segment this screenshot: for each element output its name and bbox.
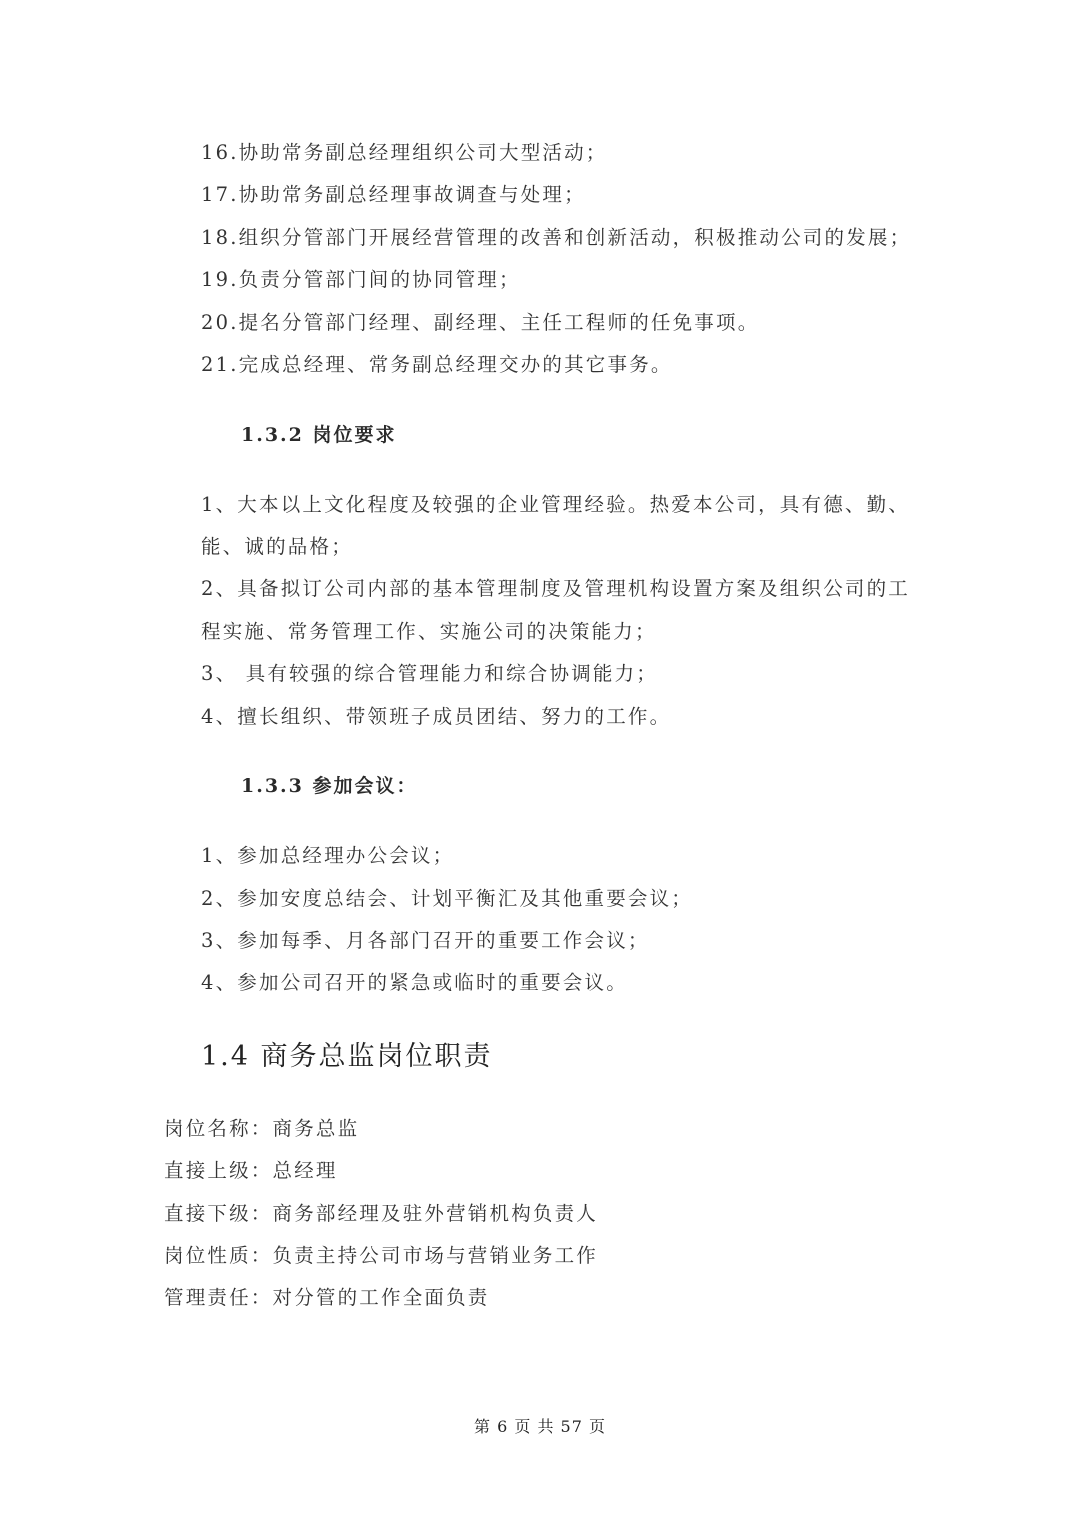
requirement-line: 1、大本以上文化程度及较强的企业管理经验。热爱本公司，具有德、勤、 <box>201 493 911 516</box>
requirement-line: 程实施、常务管理工作、实施公司的决策能力； <box>201 620 657 643</box>
duty-item-20: 20.提名分管部门经理、副经理、主任工程师的任免事项。 <box>201 311 760 334</box>
requirement-line: 2、具备拟订公司内部的基本管理制度及管理机构设置方案及组织公司的工 <box>201 577 911 600</box>
meeting-line: 1、参加总经理办公会议； <box>201 844 455 867</box>
meeting-line: 2、参加安度总结会、计划平衡汇及其他重要会议； <box>201 887 694 910</box>
position-name-line: 岗位名称：商务总监 <box>164 1117 360 1140</box>
requirement-line: 3、 具有较强的综合管理能力和综合协调能力； <box>201 662 659 685</box>
meeting-line: 3、参加每季、月各部门召开的重要工作会议； <box>201 929 650 952</box>
management-responsibility-line: 管理责任：对分管的工作全面负责 <box>164 1286 490 1309</box>
duty-item-21: 21.完成总经理、常务副总经理交办的其它事务。 <box>201 353 673 376</box>
section-14-title: 1.4 商务总监岗位职责 <box>201 1041 493 1072</box>
requirement-line: 4、擅长组织、带领班子成员团结、努力的工作。 <box>201 705 672 728</box>
duty-item-16: 16.协助常务副总经理组织公司大型活动； <box>201 141 608 164</box>
duty-item-18: 18.组织分管部门开展经营管理的改善和创新活动，积极推动公司的发展； <box>201 226 912 249</box>
direct-superior-line: 直接上级：总经理 <box>164 1159 338 1182</box>
position-nature-line: 岗位性质：负责主持公司市场与营销业务工作 <box>164 1244 599 1267</box>
meeting-line: 4、参加公司召开的紧急或临时的重要会议。 <box>201 971 628 994</box>
page-number: 第 6 页 共 57 页 <box>474 1417 606 1436</box>
duty-item-19: 19.负责分管部门间的协同管理； <box>201 268 521 291</box>
requirement-line: 能、诚的品格； <box>201 535 353 558</box>
section-133-title: 1.3.3 参加会议： <box>241 775 418 797</box>
direct-subordinate-line: 直接下级：商务部经理及驻外营销机构负责人 <box>164 1202 599 1225</box>
duty-item-17: 17.协助常务副总经理事故调查与处理； <box>201 183 586 206</box>
section-132-title: 1.3.2 岗位要求 <box>241 424 397 446</box>
